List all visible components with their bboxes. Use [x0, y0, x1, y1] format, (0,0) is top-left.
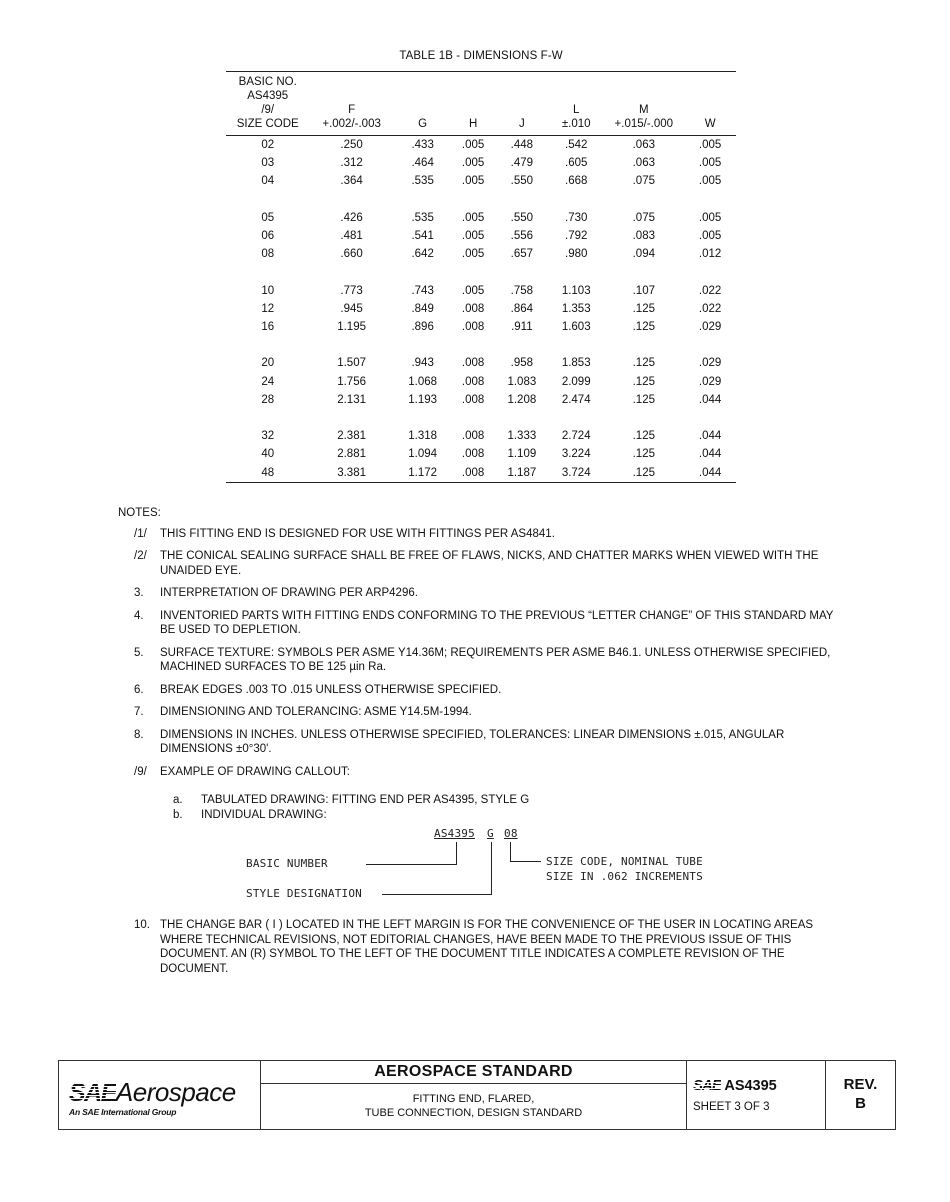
table-cell-size: 06 [261, 230, 275, 242]
table-row [226, 445, 736, 463]
table-cell-j: 1.187 [507, 466, 537, 479]
table-cell-size: 16 [261, 321, 275, 333]
note-3 [118, 586, 834, 601]
table-row [226, 227, 736, 245]
table-cell-h: .005 [461, 211, 485, 224]
table-cell-w: .005 [698, 211, 722, 224]
logo-sae-text: SAE [69, 1079, 116, 1107]
table-cell-m: .075 [632, 175, 655, 188]
table-cell-size: 10 [261, 284, 275, 297]
callout-size-code: 08 [504, 827, 518, 840]
table-cell-l: 3.724 [561, 466, 591, 479]
table-row [226, 427, 736, 445]
table-cell-m: .125 [632, 321, 655, 333]
table-cell-h: .008 [461, 357, 485, 370]
table-cell-m: .094 [632, 248, 655, 261]
sae-aerospace-logo [69, 1077, 236, 1108]
table-cell-size: 02 [261, 139, 275, 151]
table-cell-w: .012 [698, 248, 722, 261]
table-cell-g: 1.318 [408, 430, 438, 443]
note-text: THE CHANGE BAR ( I ) LOCATED IN THE LEFT MARGIN IS FOR THE CONVENIENCE OF THE USER IN LOCATING AREAS WHERE TECHNICAL REVISIONS, NOT EDITORIAL CHANGES, HAVE BEEN MADE TO THE PREVIOUS ISSUE OF THIS DOCUMENT. AN (R) SYMBOL TO THE LEFT OF THE DOCUMENT TITLE INDICATES A COMPLETE REVISION OF THE DOCUMENT. [160, 919, 814, 975]
note-number: /2/ [134, 550, 147, 562]
table-cell-m: .107 [632, 284, 655, 297]
table-cell-size: 20 [261, 357, 275, 370]
table-cell-l: 2.724 [561, 430, 591, 443]
note-number: /1/ [134, 527, 147, 540]
table-row [226, 154, 736, 172]
table-cell-j: 1.109 [507, 448, 537, 461]
table-cell-f: 1.507 [337, 357, 366, 370]
table-cell-size: 08 [261, 248, 275, 261]
table-cell-g: 1.068 [408, 375, 438, 388]
table-cell-g: 1.094 [408, 448, 438, 461]
table-cell-m: .125 [632, 302, 655, 315]
table-cell-g: 1.193 [408, 393, 438, 406]
sub-item-text: TABULATED DRAWING: FITTING END PER AS4395, STYLE G [201, 794, 530, 806]
table-cell-m: .075 [632, 211, 655, 224]
leader-size-horizontal [510, 861, 541, 862]
note-text: THE CONICAL SEALING SURFACE SHALL BE FREE OF FLAWS, NICKS, AND CHATTER MARKS WHEN VIEWED WITH THE UNAIDED EYE. [160, 550, 819, 577]
table-cell-f: 1.756 [337, 375, 366, 388]
table-cell-l: .668 [565, 175, 588, 188]
table-cell-m: .083 [632, 230, 655, 242]
title-block-logo-cell [59, 1061, 261, 1129]
table-cell-size: 04 [261, 175, 275, 188]
note-10 [118, 918, 834, 976]
table-cell-l: 2.474 [561, 393, 591, 406]
callout-basic-number-label: BASIC NUMBER [246, 857, 328, 870]
title-block-rev-cell [826, 1061, 895, 1129]
document-number [693, 1077, 777, 1094]
table-cell-l: .792 [565, 230, 588, 242]
leader-style-horizontal [382, 894, 492, 895]
table-row [226, 318, 736, 336]
table-cell-size: 12 [261, 302, 275, 315]
table-cell-l: 1.603 [561, 321, 591, 333]
table-cell-g: .535 [411, 211, 434, 224]
table-cell-h: .008 [461, 448, 485, 461]
table-cell-f: .364 [340, 175, 363, 188]
table-cell-l: .980 [565, 248, 588, 261]
note-1 [118, 527, 834, 542]
table-cell-h: .008 [461, 321, 485, 333]
table-cell-size: 05 [261, 211, 275, 224]
note-7 [118, 705, 834, 720]
table-cell-m: .125 [632, 430, 655, 443]
document-title: FITTING END, FLARED, TUBE CONNECTION, DESIGN STANDARD [364, 1093, 583, 1119]
table-cell-size: 32 [261, 430, 275, 443]
table-cell-w: .005 [698, 230, 722, 242]
table-row [226, 282, 736, 300]
note-number: 10. [134, 919, 150, 931]
table-cell-l: 1.853 [561, 357, 591, 370]
note-text: DIMENSIONING AND TOLERANCING: ASME Y14.5M-1994. [160, 706, 472, 718]
table-cell-h: .008 [461, 375, 485, 388]
table-row [226, 373, 736, 391]
sub-item-a [173, 793, 834, 808]
title-block-doc-cell [687, 1061, 826, 1129]
table-cell-l: .605 [565, 157, 588, 170]
table-cell-m: .125 [632, 393, 655, 406]
callout-size-code-label-2: SIZE IN .062 INCREMENTS [546, 870, 703, 883]
header-size-code: BASIC NO. AS4395 /9/ SIZE CODE [236, 76, 299, 130]
table-spacer-cell [226, 263, 736, 281]
table-cell-h: .005 [461, 175, 485, 188]
table-cell-l: 2.099 [561, 375, 591, 388]
table-cell-h: .005 [461, 248, 485, 261]
header-h: H [468, 118, 478, 130]
table-cell-f: 2.881 [337, 448, 366, 461]
table-spacer-row [226, 263, 736, 281]
table-cell-w: .022 [698, 284, 722, 297]
table-cell-w: .022 [698, 302, 722, 315]
table-cell-m: .125 [632, 357, 655, 370]
note-number: 7. [134, 706, 144, 718]
table-header-row [226, 72, 736, 136]
header-f: F +.002/-.003 [322, 104, 381, 130]
note-6 [118, 683, 834, 698]
note-number: 5. [134, 646, 144, 659]
table-cell-j: 1.208 [507, 393, 537, 406]
table-cell-f: .481 [340, 230, 363, 242]
table-cell-j: .550 [510, 211, 534, 224]
revision-label: REV. [843, 1076, 878, 1093]
table-cell-j: .556 [510, 230, 534, 242]
table-cell-g: .849 [411, 302, 434, 315]
note-2 [118, 549, 834, 578]
table-cell-f: 2.131 [337, 393, 366, 406]
table-cell-h: .005 [461, 139, 485, 151]
doc-sae-logo: SAE [693, 1077, 721, 1094]
table-cell-m: .125 [632, 448, 655, 461]
table-cell-f: .426 [340, 211, 363, 224]
header-w: W [704, 118, 716, 130]
table-cell-j: .550 [510, 175, 534, 188]
table-cell-m: .063 [632, 157, 655, 170]
table-cell-w: .044 [698, 430, 722, 443]
table-row [226, 300, 736, 318]
sub-item-b [173, 808, 834, 823]
note-text: INVENTORIED PARTS WITH FITTING ENDS CONFORMING TO THE PREVIOUS “LETTER CHANGE” OF THIS STANDARD MAY BE USED TO DEPLETION. [160, 609, 834, 636]
table-cell-f: 2.381 [337, 430, 366, 443]
table-cell-h: .005 [461, 230, 485, 242]
table-cell-w: .029 [698, 321, 722, 333]
note-text: EXAMPLE OF DRAWING CALLOUT: [160, 765, 350, 778]
table-cell-size: 40 [261, 448, 275, 461]
table-cell-w: .044 [698, 448, 722, 461]
sub-item-text: INDIVIDUAL DRAWING: [201, 808, 327, 821]
table-cell-w: .005 [698, 175, 722, 188]
table-cell-w: .005 [698, 139, 722, 151]
note-number: 4. [134, 609, 144, 622]
table-cell-w: .044 [698, 466, 722, 479]
table-spacer-row [226, 409, 736, 427]
table-cell-l: .542 [565, 139, 588, 151]
note-5 [118, 646, 834, 675]
table-cell-h: .005 [461, 157, 485, 170]
leader-basic-horizontal [366, 864, 457, 865]
table-cell-l: 3.224 [561, 448, 591, 461]
sheet-number: SHEET 3 OF 3 [693, 1101, 770, 1113]
callout-part-number: AS4395 [434, 827, 475, 840]
table-cell-size: 48 [261, 466, 275, 479]
header-m: M +.015/-.000 [614, 104, 674, 130]
table-cell-l: 1.353 [561, 302, 591, 315]
table-cell-m: .063 [632, 139, 655, 151]
table-cell-g: .464 [411, 157, 434, 170]
table-spacer-cell [226, 336, 736, 354]
table-cell-l: 1.103 [561, 284, 591, 297]
table-cell-w: .029 [698, 357, 722, 370]
table-cell-f: 1.195 [337, 321, 366, 333]
table-cell-h: .008 [461, 393, 485, 406]
sub-item-label: a. [173, 794, 183, 806]
note-8 [118, 728, 834, 757]
table-cell-w: .044 [698, 393, 722, 406]
note-text: DIMENSIONS IN INCHES. UNLESS OTHERWISE SPECIFIED, TOLERANCES: LINEAR DIMENSIONS ±.015, ANGULAR DIMENSIONS ±0°30'. [160, 728, 785, 755]
note-text: INTERPRETATION OF DRAWING PER ARP4296. [160, 587, 418, 599]
table-row [226, 464, 736, 483]
table-cell-h: .008 [461, 302, 485, 315]
sub-item-label: b. [173, 808, 183, 821]
table-spacer-cell [226, 409, 736, 427]
table-cell-g: .943 [411, 357, 434, 370]
leader-size-vertical [510, 842, 511, 862]
table-cell-f: .312 [340, 157, 363, 170]
standard-heading: AEROSPACE STANDARD [261, 1061, 686, 1084]
table-cell-j: .657 [510, 248, 534, 261]
title-block [58, 1060, 896, 1130]
notes-section [118, 506, 834, 822]
leader-style-vertical [491, 842, 492, 895]
logo-aerospace-text: Aerospace [115, 1077, 236, 1107]
callout-style-letter: G [487, 827, 494, 840]
table-row [226, 172, 736, 190]
drawing-callout-diagram [240, 824, 740, 904]
note-9 [118, 765, 834, 780]
table-cell-size: 03 [261, 157, 275, 170]
table-cell-f: .250 [340, 139, 363, 151]
callout-style-designation-label: STYLE DESIGNATION [246, 887, 362, 900]
table-cell-j: 1.083 [507, 375, 537, 388]
table-spacer-row [226, 191, 736, 209]
notes-heading: NOTES: [118, 507, 161, 519]
table-cell-j: .864 [510, 302, 534, 315]
header-g: G [418, 118, 428, 130]
table-cell-m: .125 [632, 466, 655, 479]
revision-value: B [855, 1095, 866, 1112]
note-9-sub-items [118, 793, 834, 822]
note-text: SURFACE TEXTURE: SYMBOLS PER ASME Y14.36M; REQUIREMENTS PER ASME B46.1. UNLESS OTHERWISE SPECIFIED, MACHINED SURFACES TO BE 125 µin Ra. [160, 646, 831, 673]
logo-tagline: An SAE International Group [69, 1107, 177, 1117]
table-cell-g: .743 [411, 284, 434, 297]
leader-basic-vertical [456, 842, 457, 865]
table-cell-size: 24 [261, 375, 275, 388]
table-cell-w: .005 [698, 157, 722, 170]
table-cell-j: 1.333 [507, 430, 537, 443]
table-spacer-cell [226, 191, 736, 209]
table-cell-h: .008 [461, 466, 485, 479]
table-cell-j: .958 [510, 357, 534, 370]
table-cell-g: .433 [411, 139, 434, 151]
table-cell-w: .029 [698, 375, 722, 388]
table-body [226, 136, 736, 483]
table-cell-g: 1.172 [408, 466, 438, 479]
note-number: 8. [134, 728, 144, 741]
doc-number-text: AS4395 [724, 1078, 777, 1094]
revision [826, 1075, 895, 1113]
table-cell-g: .541 [411, 230, 434, 242]
table-cell-g: .535 [411, 175, 434, 188]
note-text: BREAK EDGES .003 TO .015 UNLESS OTHERWISE SPECIFIED. [160, 683, 502, 696]
table-cell-j: .758 [510, 284, 534, 297]
table-cell-m: .125 [632, 375, 655, 388]
callout-size-code-label-1: SIZE CODE, NOMINAL TUBE [546, 855, 703, 868]
table-row [226, 245, 736, 263]
table-spacer-row [226, 336, 736, 354]
header-l: L ±.010 [561, 104, 591, 130]
table-cell-j: .911 [511, 321, 533, 333]
note-text: THIS FITTING END IS DESIGNED FOR USE WITH FITTINGS PER AS4841. [160, 527, 555, 540]
table-cell-g: .642 [411, 248, 434, 261]
note-number: /9/ [134, 765, 147, 778]
table-title: TABLE 1B - DIMENSIONS F-W [399, 50, 563, 62]
note-number: 6. [134, 683, 144, 696]
table-cell-j: .448 [510, 139, 534, 151]
note-number: 3. [134, 587, 144, 599]
table-cell-f: .945 [340, 302, 363, 315]
table-cell-j: .479 [510, 157, 534, 170]
dimensions-table [226, 71, 736, 483]
header-j: J [518, 118, 525, 130]
table-cell-l: .730 [565, 211, 588, 224]
table-row [226, 136, 736, 155]
note-4 [118, 609, 834, 638]
table-row [226, 391, 736, 409]
title-block-title-cell [261, 1061, 687, 1129]
table-cell-f: .660 [340, 248, 363, 261]
table-cell-f: .773 [340, 284, 363, 297]
table-cell-f: 3.381 [337, 466, 366, 479]
table-row [226, 354, 736, 372]
table-cell-h: .005 [461, 284, 485, 297]
table-cell-h: .008 [461, 430, 485, 443]
table-cell-g: .896 [411, 321, 434, 333]
table-cell-size: 28 [261, 393, 275, 406]
table-row [226, 209, 736, 227]
